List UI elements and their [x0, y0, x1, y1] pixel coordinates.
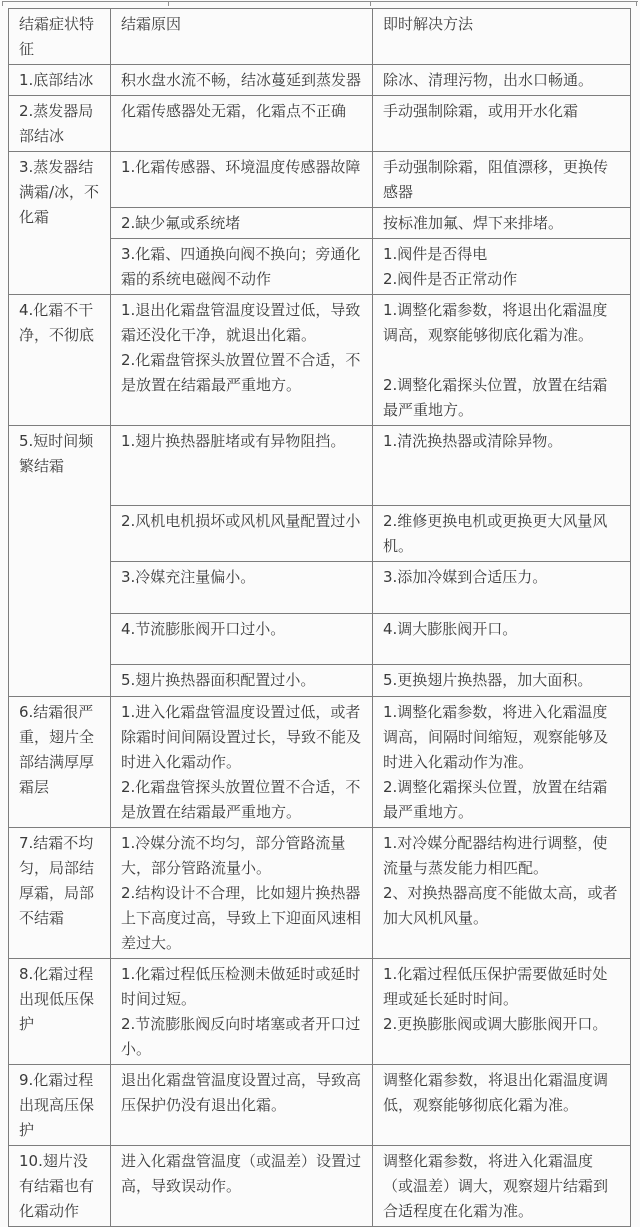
cause-cell: 退出化霜盘管温度设置过高，导致高压保护仍没有退出化霜。 [111, 1065, 373, 1146]
cause-item: 1.冷媒分流不均匀，部分管路流量大，部分管路流量小。 [121, 834, 346, 877]
solution-cell: 调整化霜参数，将退出化霜温度调低，观察能够彻底化霜为准。 [373, 1065, 631, 1146]
solution-item: 2.调整化霜探头位置，放置在结霜最严重地方。 [383, 778, 608, 821]
symptom-cell: 7.结霜不均匀，局部结厚霜，局部不结霜 [9, 828, 111, 959]
table-row [9, 1065, 631, 1146]
solution-cell: 按标准加氟、焊下来排堵。 [373, 208, 631, 239]
symptom-cell: 3.蒸发器结满霜/冰，不化霜 [9, 152, 111, 295]
cause-cell [111, 828, 373, 959]
solution-cell: 2.维修更换电机或更换更大风量风机。 [373, 506, 631, 562]
cause-item: 2.结构设计不合理，比如翅片换热器上下高度过高，导致上下迎面风速相差过大。 [121, 884, 362, 952]
table-border-tick [636, 1, 637, 6]
symptom-cell: 10.翅片没有结霜也有化霜动作 [9, 1146, 111, 1227]
solution-cell: 调整化霜参数，将进入化霜温度（或温差）调大，观察翅片结霜到合适程度在化霜为准。 [373, 1146, 631, 1227]
symptom-cell: 1.底部结冰 [9, 65, 111, 96]
symptom-cell: 4.化霜不干净，不彻底 [9, 295, 111, 426]
symptom-cell: 2.蒸发器局部结冰 [9, 96, 111, 152]
solution-cell: 1.清洗换热器或清除异物。 [373, 426, 631, 506]
cropped-table-remnant-line [2, 1, 638, 2]
solution-item: 2.调整化霜探头位置，放置在结霜最严重地方。 [383, 376, 608, 419]
cause-cell [111, 697, 373, 828]
cause-item: 2.节流膨胀阀反向时堵塞或者开口过小。 [121, 1015, 361, 1058]
table-border-tick [168, 1, 169, 6]
symptom-cell: 6.结霜很严重，翅片全部结满厚厚霜层 [9, 697, 111, 828]
cause-item: 2.化霜盘管探头放置位置不合适，不是放置在结霜最严重地方。 [121, 351, 361, 394]
cause-item: 1.退出化霜盘管温度设置过低，导致霜还没化干净，就退出化霜。 [121, 301, 361, 344]
solution-cell [373, 828, 631, 959]
table-header-row [9, 9, 631, 65]
table-row [9, 152, 631, 208]
table-row [9, 1146, 631, 1227]
table-row [9, 959, 631, 1065]
cause-cell: 进入化霜盘管温度（或温差）设置过高，导致误动作。 [111, 1146, 373, 1227]
header-solution: 即时解决方法 [373, 9, 631, 65]
cause-cell: 化霜传感器处无霜，化霜点不正确 [111, 96, 373, 152]
solution-item: 1.阀件是否得电 [383, 245, 488, 263]
cause-cell: 4.节流膨胀阀开口过小。 [111, 614, 373, 665]
cause-cell: 1.化霜传感器、环境温度传感器故障 [111, 152, 373, 208]
cause-cell [111, 959, 373, 1065]
table-row [9, 697, 631, 828]
solution-item: 1.对冷媒分配器结构进行调整，使流量与蒸发能力相匹配。 [383, 834, 608, 877]
header-symptom: 结霜症状特征 [9, 9, 111, 65]
solution-cell [373, 295, 631, 426]
solution-item: 1.化霜过程低压保护需要做延时处理或延长延时时间。 [383, 965, 608, 1008]
solution-cell [373, 239, 631, 295]
solution-cell: 5.更换翅片换热器，加大面积。 [373, 665, 631, 697]
solution-cell: 手动强制除霜，或用开水化霜 [373, 96, 631, 152]
table-row [9, 426, 631, 506]
table-row [9, 295, 631, 426]
solution-item: 2.更换膨胀阀或调大膨胀阀开口。 [383, 1015, 608, 1033]
cause-cell: 2.风机电机损坏或风机风量配置过小 [111, 506, 373, 562]
cause-cell: 积水盘水流不畅，结冰蔓延到蒸发器 [111, 65, 373, 96]
frost-troubleshooting-table [8, 8, 631, 1227]
solution-cell: 手动强制除霜，阻值漂移，更换传感器 [373, 152, 631, 208]
solution-item: 2、对换热器高度不能做太高，或者加大风机风量。 [383, 884, 618, 927]
solution-cell: 除冰、清理污物，出水口畅通。 [373, 65, 631, 96]
cause-cell: 3.冷媒充注量偏小。 [111, 562, 373, 614]
solution-item: 1.调整化霜参数，将退出化霜温度调高，观察能够彻底化霜为准。 [383, 301, 608, 344]
solution-cell: 4.调大膨胀阀开口。 [373, 614, 631, 665]
cause-cell: 3.化霜、四通换向阀不换向；旁通化霜的系统电磁阀不动作 [111, 239, 373, 295]
cause-item: 1.化霜过程低压检测未做延时或延时时间过短。 [121, 965, 361, 1008]
cause-cell: 2.缺少氟或系统堵 [111, 208, 373, 239]
cause-item: 2.化霜盘管探头放置位置不合适，不是放置在结霜最严重地方。 [121, 778, 361, 821]
solution-cell [373, 959, 631, 1065]
symptom-cell: 9.化霜过程出现高压保护 [9, 1065, 111, 1146]
table-border-tick [370, 1, 371, 6]
symptom-cell: 5.短时间频繁结霜 [9, 426, 111, 697]
table-row [9, 65, 631, 96]
solution-cell: 3.添加冷媒到合适压力。 [373, 562, 631, 614]
table-row [9, 96, 631, 152]
solution-item: 2.阀件是否正常动作 [383, 270, 518, 288]
cause-item: 1.进入化霜盘管温度设置过低，或者除霜时间间隔设置过长，导致不能及时进入化霜动作。 [121, 703, 362, 771]
table-row [9, 828, 631, 959]
table-border-tick [2, 1, 3, 6]
cause-cell: 5.翅片换热器面积配置过小。 [111, 665, 373, 697]
cause-cell [111, 295, 373, 426]
header-cause: 结霜原因 [111, 9, 373, 65]
solution-item: 1.调整化霜参数，将进入化霜温度调高，间隔时间缩短，观察能够及时进入化霜动作为准。 [383, 703, 609, 771]
solution-cell [373, 697, 631, 828]
symptom-cell: 8.化霜过程出现低压保护 [9, 959, 111, 1065]
cause-cell: 1.翅片换热器脏堵或有异物阻挡。 [111, 426, 373, 506]
